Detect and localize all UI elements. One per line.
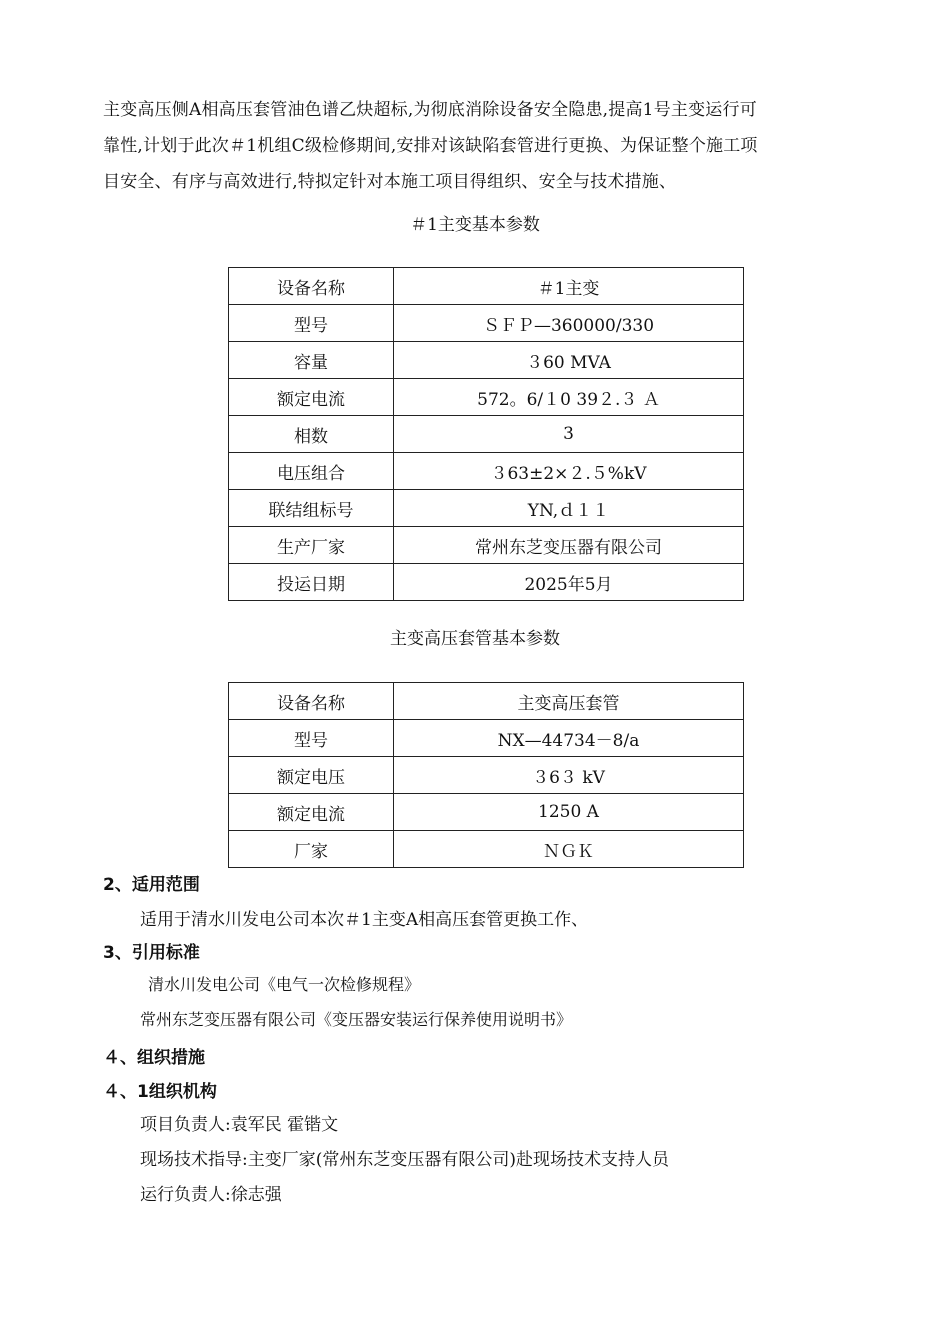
param-value: ＃1主变 <box>394 268 744 305</box>
param-name: 额定电压 <box>229 757 394 794</box>
param-value: ＳＦＰ—360000/330 <box>394 305 744 342</box>
table-row <box>229 564 744 601</box>
param-name: 额定电流 <box>229 379 394 416</box>
section-4-heading: ４、组织措施 <box>103 1048 205 1068</box>
intro-line-3: 目安全、有序与高效进行,特拟定针对本施工项目得组织、安全与技术措施、 <box>103 172 677 192</box>
table-row <box>229 683 744 720</box>
param-value: 2025年5月 <box>394 564 744 601</box>
table-row <box>229 268 744 305</box>
param-value: 3 <box>394 416 744 453</box>
param-value: 常州东芝变压器有限公司 <box>394 527 744 564</box>
param-value: NX—44734－8/a <box>394 720 744 757</box>
param-value: ＮＧＫ <box>394 831 744 868</box>
param-value: ３60 MVA <box>394 342 744 379</box>
param-name: 生产厂家 <box>229 527 394 564</box>
section-2-heading: 2、适用范围 <box>103 875 200 895</box>
table-row <box>229 453 744 490</box>
section-3-heading: 3、引用标准 <box>103 943 200 963</box>
section-4-1-heading: ４、1组织机构 <box>103 1082 217 1102</box>
param-value: 1250 A <box>394 794 744 831</box>
param-name: 设备名称 <box>229 683 394 720</box>
param-name: 型号 <box>229 720 394 757</box>
param-name: 设备名称 <box>229 268 394 305</box>
param-name: 投运日期 <box>229 564 394 601</box>
section-2-text: 适用于清水川发电公司本次＃1主变A相高压套管更换工作、 <box>140 910 589 930</box>
param-value: YN,ｄ１１ <box>394 490 744 527</box>
table-row <box>229 720 744 757</box>
tech-guidance-line: 现场技术指导:主变厂家(常州东芝变压器有限公司)赴现场技术支持人员 <box>140 1150 669 1170</box>
param-name: 厂家 <box>229 831 394 868</box>
param-name: 相数 <box>229 416 394 453</box>
table-row <box>229 831 744 868</box>
table-row <box>229 342 744 379</box>
project-lead-line: 项目负责人:袁军民 霍锴文 <box>140 1115 339 1135</box>
param-value: 572。6/１0 39２.３ Ａ <box>394 379 744 416</box>
standard-item-1: 清水川发电公司《电气一次检修规程》 <box>148 975 421 994</box>
table-row <box>229 305 744 342</box>
param-value: 主变高压套管 <box>394 683 744 720</box>
param-name: 额定电流 <box>229 794 394 831</box>
standard-item-2: 常州东芝变压器有限公司《变压器安装运行保养使用说明书》 <box>140 1010 573 1029</box>
table2-caption: 主变高压套管基本参数 <box>390 629 560 649</box>
param-value: ３63±2×２.５%kV <box>394 453 744 490</box>
intro-line-2: 靠性,计划于此次＃1机组C级检修期间,安排对该缺陷套管进行更换、为保证整个施工项 <box>103 136 758 156</box>
param-name: 型号 <box>229 305 394 342</box>
operation-lead-line: 运行负责人:徐志强 <box>140 1185 282 1205</box>
bushing-params-table <box>228 682 744 868</box>
table-row <box>229 490 744 527</box>
table-row <box>229 757 744 794</box>
table-row <box>229 527 744 564</box>
param-name: 容量 <box>229 342 394 379</box>
table-row <box>229 379 744 416</box>
intro-line-1: 主变高压侧A相高压套管油色谱乙炔超标,为彻底消除设备安全隐患,提高1号主变运行可 <box>103 100 757 120</box>
param-name: 联结组标号 <box>229 490 394 527</box>
param-name: 电压组合 <box>229 453 394 490</box>
param-value: ３6３ kV <box>394 757 744 794</box>
table1-caption: ＃1主变基本参数 <box>410 215 540 235</box>
table-row <box>229 794 744 831</box>
table-row <box>229 416 744 453</box>
main-transformer-params-table <box>228 267 744 601</box>
